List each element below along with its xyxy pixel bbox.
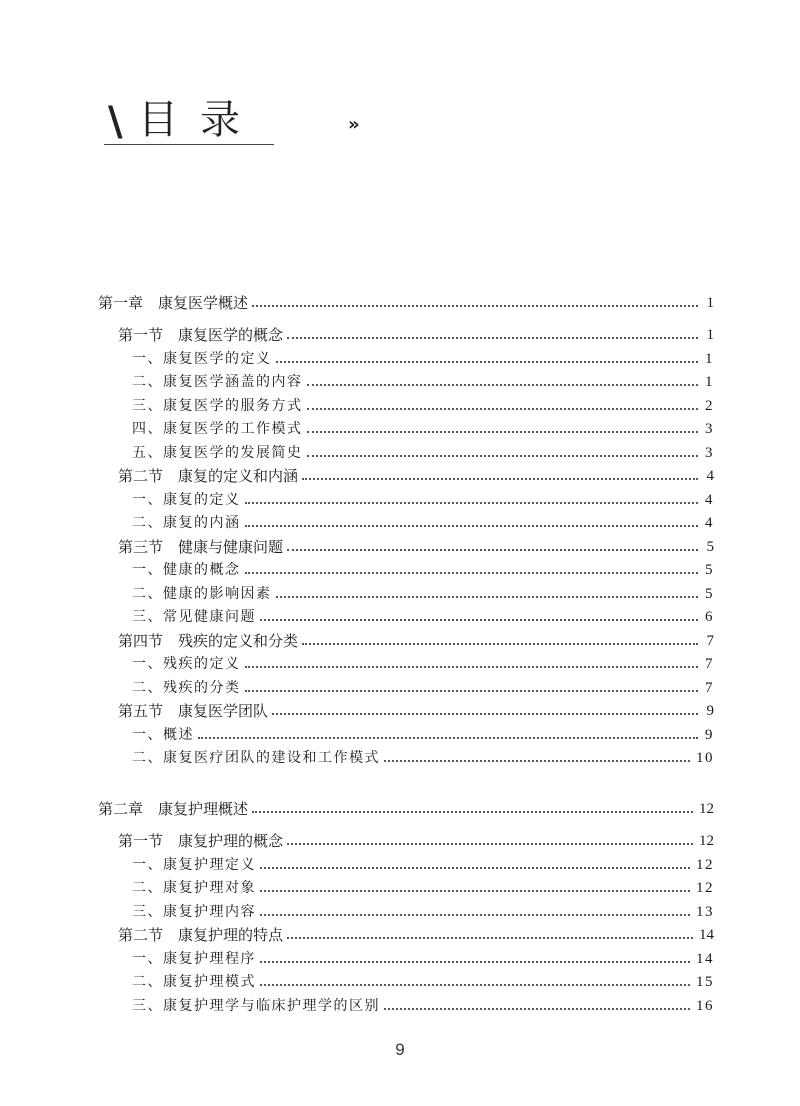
- subsection-entry[interactable]: [132, 673, 714, 697]
- section-entry[interactable]: [118, 532, 714, 556]
- section-entry[interactable]: [118, 461, 714, 485]
- dot-leader: [260, 619, 698, 621]
- subsection-entry-page-number: 12: [696, 856, 714, 873]
- subsection-entry-title: 二、康复护理模式: [132, 974, 256, 990]
- subsection-entry-title: 一、康复医学的定义: [132, 350, 272, 367]
- subsection-entry[interactable]: [132, 944, 714, 968]
- subsection-entry-title: 三、康复医学的服务方式: [132, 397, 303, 414]
- subsection-entry-title: 三、康复护理学与临床护理学的区别: [132, 997, 380, 1014]
- dot-leader: [307, 384, 699, 386]
- subsection-entry-page-number: 5: [705, 562, 714, 578]
- subsection-entry-page-number: 6: [705, 609, 714, 625]
- chapter-entry[interactable]: [98, 288, 714, 312]
- dot-leader: [307, 408, 699, 410]
- section-entry-page-number: 5: [706, 538, 714, 555]
- dot-leader: [384, 1008, 690, 1010]
- subsection-entry[interactable]: [132, 485, 714, 509]
- dot-leader: [252, 305, 698, 307]
- section-entry[interactable]: [118, 626, 714, 650]
- subsection-entry[interactable]: [132, 367, 714, 391]
- subsection-entry-page-number: 2: [705, 397, 714, 414]
- subsection-entry-page-number: 3: [705, 421, 714, 437]
- subsection-entry-page-number: 10: [696, 750, 714, 766]
- subsection-entry[interactable]: [132, 897, 714, 921]
- subsection-entry-title: 一、康复的定义: [132, 491, 241, 508]
- section-entry-title: 第四节 残疾的定义和分类: [118, 631, 299, 650]
- dot-leader: [302, 478, 698, 480]
- dot-leader: [287, 549, 698, 551]
- dot-leader: [260, 914, 690, 916]
- chapter-entry[interactable]: [98, 794, 714, 818]
- dot-leader: [287, 843, 693, 845]
- dot-leader: [252, 811, 693, 813]
- dot-leader: [198, 737, 698, 739]
- subsection-entry-page-number: 4: [705, 515, 714, 531]
- section-entry-title: 第五节 康复医学团队: [118, 702, 269, 720]
- subsection-entry-title: 二、康复医学涵盖的内容: [132, 374, 303, 390]
- section-entry-title: 第一节 康复护理的概念: [118, 832, 284, 850]
- section-entry-title: 第一节 康复医学的概念: [118, 326, 284, 344]
- dot-leader: [245, 690, 699, 692]
- subsection-entry-page-number: 12: [696, 880, 714, 896]
- subsection-entry-page-number: 15: [696, 974, 714, 990]
- subsection-entry[interactable]: [132, 414, 714, 438]
- subsection-entry-title: 一、概述: [132, 726, 194, 743]
- chapter-entry-title: 第一章 康复医学概述: [98, 294, 249, 312]
- dot-leader: [287, 937, 693, 939]
- subsection-entry-page-number: 4: [705, 491, 714, 508]
- section-entry-title: 第三节 健康与健康问题: [118, 537, 284, 556]
- subsection-entry-title: 二、残疾的分类: [132, 679, 241, 696]
- subsection-entry-title: 一、残疾的定义: [132, 656, 241, 672]
- chevron-right-icon: »: [348, 114, 357, 135]
- dot-leader: [302, 643, 698, 645]
- subsection-entry[interactable]: [132, 743, 714, 767]
- subsection-entry[interactable]: [132, 438, 714, 462]
- chapter-entry-page-number: 1: [706, 295, 714, 311]
- section-entry[interactable]: [118, 920, 714, 944]
- dot-leader: [276, 361, 699, 363]
- subsection-entry-title: 一、康复护理定义: [132, 856, 256, 873]
- subsection-entry[interactable]: [132, 555, 714, 579]
- subsection-entry-page-number: 1: [705, 350, 714, 367]
- subsection-entry-title: 一、康复护理程序: [132, 950, 256, 967]
- dot-leader: [260, 984, 690, 986]
- dot-leader: [307, 455, 699, 457]
- subsection-entry-page-number: 7: [705, 656, 714, 672]
- subsection-entry[interactable]: [132, 579, 714, 603]
- dot-leader: [384, 760, 690, 762]
- section-entry[interactable]: [118, 320, 714, 344]
- dot-leader: [260, 961, 690, 963]
- section-entry-page-number: 7: [706, 632, 714, 649]
- section-entry-page-number: 1: [706, 327, 714, 343]
- subsection-entry-page-number: 9: [705, 726, 714, 743]
- subsection-entry-title: 四、康复医学的工作模式: [132, 421, 303, 437]
- toc-title: 目录: [138, 97, 262, 143]
- subsection-entry-page-number: 1: [705, 374, 714, 390]
- subsection-entry-title: 二、健康的影响因素: [132, 585, 272, 602]
- subsection-entry-title: 二、康复护理对象: [132, 880, 256, 896]
- subsection-entry[interactable]: [132, 649, 714, 673]
- chapter-entry-page-number: 12: [699, 801, 714, 817]
- subsection-entry[interactable]: [132, 967, 714, 991]
- subsection-entry[interactable]: [132, 720, 714, 744]
- chapter-entry-title: 第二章 康复护理概述: [98, 800, 249, 818]
- subsection-entry[interactable]: [132, 873, 714, 897]
- subsection-entry-page-number: 16: [696, 997, 714, 1014]
- section-entry-page-number: 9: [706, 703, 714, 719]
- subsection-entry-title: 五、康复医学的发展简史: [132, 444, 303, 461]
- dot-leader: [260, 890, 690, 892]
- section-entry-page-number: 14: [699, 927, 714, 943]
- subsection-entry-page-number: 3: [705, 444, 714, 461]
- subsection-entry[interactable]: [132, 391, 714, 415]
- subsection-entry-page-number: 7: [705, 679, 714, 696]
- subsection-entry-page-number: 14: [696, 950, 714, 967]
- subsection-entry[interactable]: [132, 850, 714, 874]
- page-number: 9: [395, 1040, 405, 1059]
- dot-leader: [245, 502, 699, 504]
- subsection-entry-title: 三、常见健康问题: [132, 609, 256, 625]
- subsection-entry[interactable]: [132, 991, 714, 1015]
- heading-slash-mark: \: [108, 99, 123, 145]
- dot-leader: [272, 713, 698, 715]
- subsection-entry[interactable]: [132, 344, 714, 368]
- subsection-entry-title: 二、康复的内涵: [132, 515, 241, 531]
- subsection-entry-title: 二、康复医疗团队的建设和工作模式: [132, 750, 380, 766]
- dot-leader: [307, 431, 699, 433]
- dot-leader: [260, 867, 690, 869]
- section-entry-page-number: 12: [699, 833, 714, 849]
- dot-leader: [287, 337, 698, 339]
- subsection-entry[interactable]: [132, 602, 714, 626]
- subsection-entry[interactable]: [132, 508, 714, 532]
- dot-leader: [245, 572, 699, 574]
- dot-leader: [245, 666, 699, 668]
- dot-leader: [245, 525, 699, 527]
- section-entry[interactable]: [118, 826, 714, 850]
- subsection-entry-page-number: 13: [696, 903, 714, 920]
- section-entry[interactable]: [118, 696, 714, 720]
- dot-leader: [276, 596, 699, 598]
- subsection-entry-title: 三、康复护理内容: [132, 903, 256, 920]
- section-entry-title: 第二节 康复的定义和内涵: [118, 467, 299, 485]
- subsection-entry-page-number: 5: [705, 585, 714, 602]
- subsection-entry-title: 一、健康的概念: [132, 562, 241, 578]
- section-entry-title: 第二节 康复护理的特点: [118, 926, 284, 944]
- section-entry-page-number: 4: [706, 468, 714, 484]
